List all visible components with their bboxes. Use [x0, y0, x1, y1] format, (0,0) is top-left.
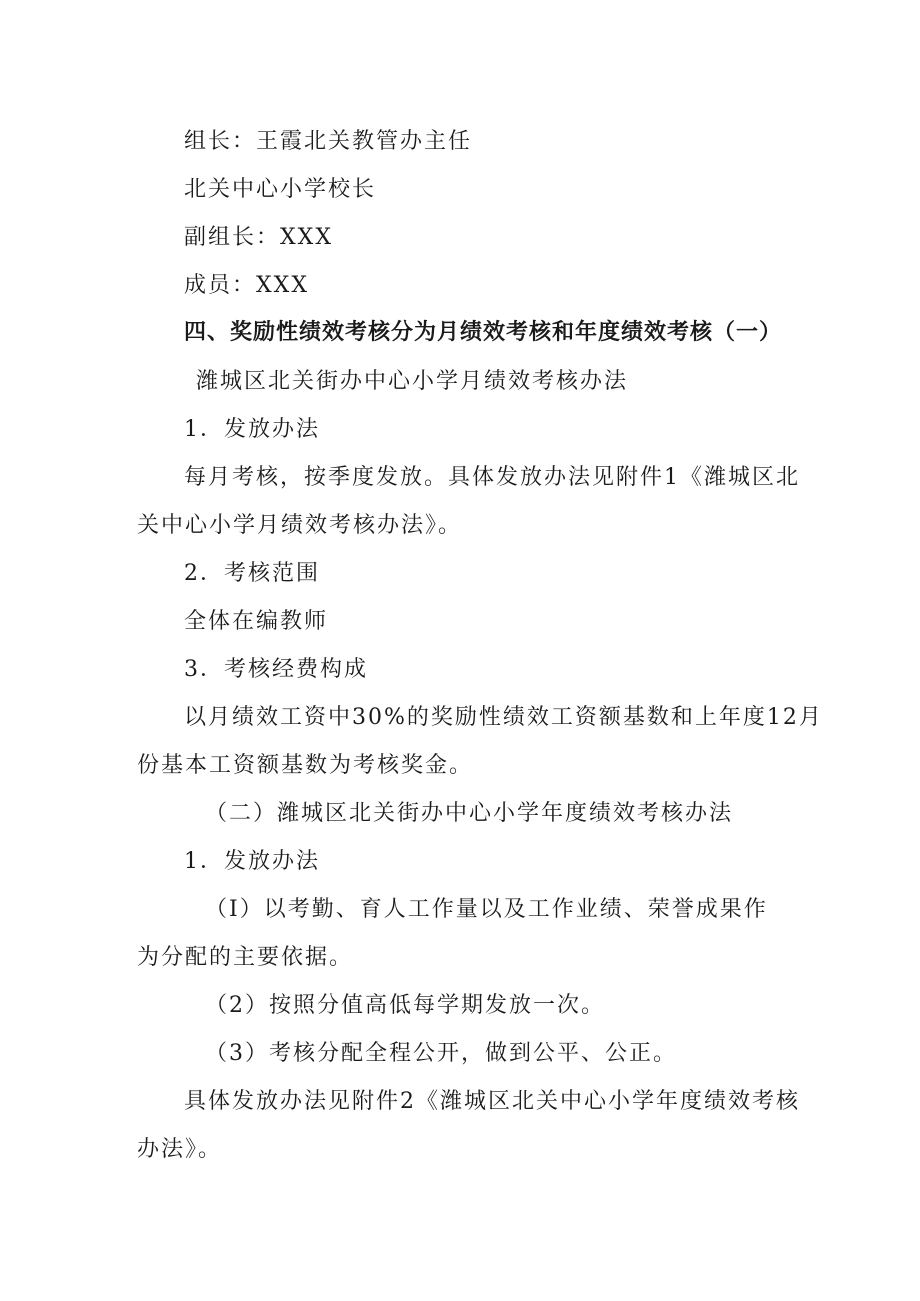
annual-assessment-subtitle: （二）潍城区北关街办中心小学年度绩效考核办法: [205, 801, 734, 826]
monthly-item-2-text: 全体在编教师: [184, 609, 329, 634]
monthly-item-3-text-line2: 份基本工资额基数为考核奖金。: [137, 753, 474, 778]
group-leader-second-title-line: 北关中心小学校长: [184, 177, 377, 202]
annual-details-line2: 办法》。: [137, 1137, 223, 1162]
monthly-item-2-heading: 2．考核范围: [184, 561, 320, 586]
monthly-item-1-text-line2: 关中心小学月绩效考核办法》。: [137, 513, 463, 538]
monthly-item-3-heading: 3．考核经费构成: [184, 657, 368, 682]
group-leader-line: 组长：王霞北关教管办主任: [184, 129, 473, 154]
monthly-item-3-text-line1: 以月绩效工资中30%的奖励性绩效工资额基数和上年度12月: [184, 705, 823, 730]
annual-point-3: （3）考核分配全程公开，做到公平、公正。: [205, 1041, 677, 1066]
monthly-assessment-subtitle: 潍城区北关街办中心小学月绩效考核办法: [196, 369, 629, 394]
deputy-leader-line: 副组长：XXX: [184, 225, 333, 250]
monthly-item-1-heading: 1．发放办法: [184, 417, 320, 442]
section-four-heading: 四、奖励性绩效考核分为月绩效考核和年度绩效考核（一）: [184, 320, 783, 345]
monthly-item-1-text-line1: 每月考核，按季度发放。具体发放办法见附件1《潍城区北: [184, 465, 800, 490]
members-line: 成员：XXX: [184, 273, 309, 298]
annual-point-1-line2: 为分配的主要依据。: [137, 945, 354, 970]
annual-details-line1: 具体发放办法见附件2《潍城区北关中心小学年度绩效考核: [184, 1089, 800, 1114]
annual-item-1-heading: 1．发放办法: [184, 849, 320, 874]
annual-point-2: （2）按照分值高低每学期发放一次。: [205, 993, 605, 1018]
annual-point-1-line1: （I）以考勤、育人工作量以及工作业绩、荣誉成果作: [205, 897, 768, 922]
